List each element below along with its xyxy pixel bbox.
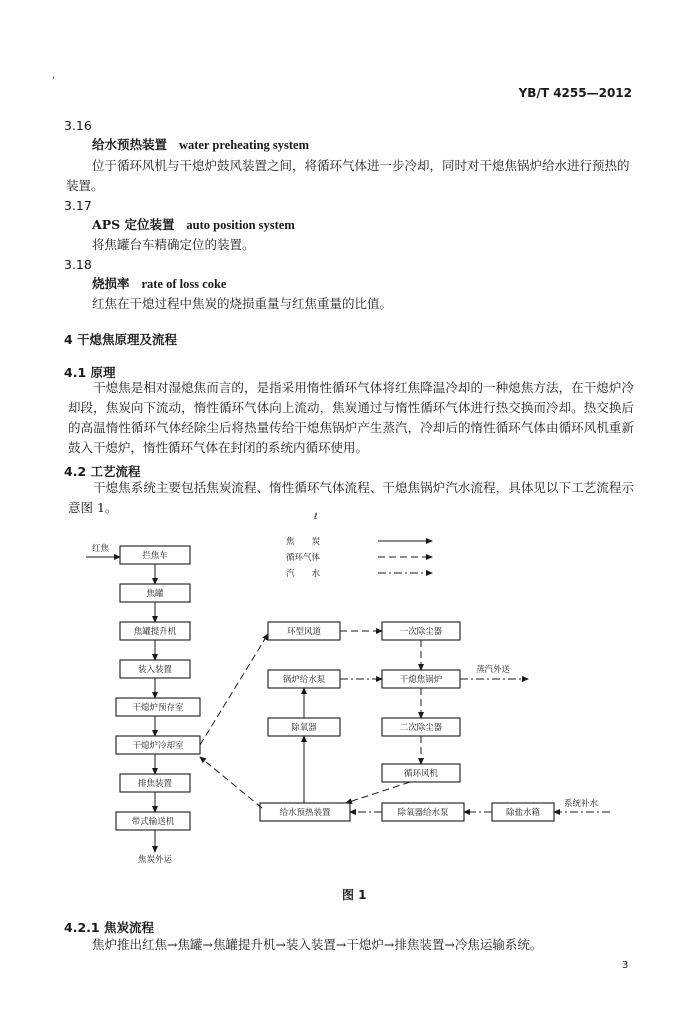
svg-text:干熄炉预存室: 干熄炉预存室 <box>132 703 184 713</box>
term-zh: 烧损率 <box>92 276 130 291</box>
standard-code: YB/T 4255—2012 <box>518 86 632 100</box>
svg-text:环型风道: 环型风道 <box>286 627 322 637</box>
svg-text:焦罐: 焦罐 <box>146 589 164 599</box>
secondary-dust-collector-box <box>382 718 460 736</box>
water-preheater-box <box>260 803 350 821</box>
makeup-water-label: 系统补水 <box>564 799 599 809</box>
subsection-heading: 4.1 原理 <box>64 365 116 380</box>
svg-text:给水预热装置: 给水预热装置 <box>279 808 331 818</box>
svg-text:除氧器给水泵: 除氧器给水泵 <box>397 808 449 818</box>
demin-water-tank-box <box>492 803 554 821</box>
term-definition-line: 将焦罐台车精确定位的装置。 <box>92 237 255 252</box>
term-zh: 给水预热装置 <box>92 137 168 152</box>
gas-flow-line <box>346 782 410 803</box>
svg-text:带式输送机: 带式输送机 <box>131 817 175 827</box>
svg-text:二次除尘器: 二次除尘器 <box>399 723 443 733</box>
belt-conveyor-box <box>116 812 190 830</box>
stray-mark: ℓ <box>314 512 318 522</box>
svg-text:锅炉给水泵: 锅炉给水泵 <box>282 675 326 685</box>
charging-device-box <box>120 660 190 678</box>
term-definition-line: 位于循环风机与干熄炉鼓风装置之间，将循环气体进一步冷却，同时对干熄焦锅炉给水进行预热的 <box>92 158 630 173</box>
svg-text:装入装置: 装入装置 <box>137 665 173 675</box>
primary-dust-collector-box <box>382 622 460 640</box>
term-number: 3.16 <box>64 118 92 133</box>
term-definition-line: 红焦在干熄过程中焦炭的烧损重量与红焦重量的比值。 <box>92 296 393 311</box>
term-number: 3.18 <box>64 257 92 272</box>
cdq-boiler-box <box>382 670 460 688</box>
term-zh: APS 定位装置 <box>92 217 175 232</box>
subsection-heading: 4.2.1 焦炭流程 <box>64 920 154 935</box>
svg-text:排焦装置: 排焦装置 <box>137 779 173 789</box>
svg-text:除盐水箱: 除盐水箱 <box>505 808 541 818</box>
bucket-hoist-box <box>120 622 190 640</box>
figure-caption: 图 1 <box>342 888 367 902</box>
legend-label: 焦 炭 <box>286 537 321 547</box>
term-en: auto position system <box>186 218 295 232</box>
input-label: 红焦 <box>92 544 110 554</box>
prechamber-box <box>116 698 200 716</box>
term-en: water preheating system <box>178 138 310 152</box>
discharge-device-box <box>120 774 190 792</box>
term-en: rate of loss coke <box>141 277 227 291</box>
cooling-chamber-box <box>116 736 200 754</box>
subsection-heading: 4.2 工艺流程 <box>64 464 141 479</box>
process-paragraph: 干熄焦系统主要包括焦炭流程、惰性循环气体流程、干熄焦锅炉汽水流程，具体见以下工艺流程示意图 1。 <box>68 480 634 515</box>
gas-flow-line <box>200 757 262 808</box>
coke-bucket-box <box>120 584 190 602</box>
page-number: 3 <box>622 960 629 971</box>
legend-label: 汽 水 <box>286 569 321 579</box>
deaerator-box <box>268 718 340 736</box>
deaerator-feed-pump-box <box>382 803 464 821</box>
section-heading: 4 干熄焦原理及流程 <box>64 332 178 347</box>
stray-mark: ‘ <box>52 76 55 86</box>
svg-text:干熄炉冷却室: 干熄炉冷却室 <box>132 741 184 751</box>
coke-car-box <box>120 546 190 564</box>
steam-out-label: 蒸汽外送 <box>476 665 511 675</box>
svg-text:除氧器: 除氧器 <box>291 723 317 733</box>
boiler-feed-pump-box <box>268 670 340 688</box>
coke-flow-text: 焦炉推出红焦→焦罐→焦罐提升机→装入装置→干熄炉→排焦装置→冷焦运输系统。 <box>92 937 543 952</box>
svg-text:拦焦车: 拦焦车 <box>142 551 168 561</box>
legend-label: 循环气体 <box>286 553 321 563</box>
term-number: 3.17 <box>64 198 92 213</box>
term-definition-line: 装置。 <box>66 178 104 193</box>
svg-text:一次除尘器: 一次除尘器 <box>399 627 443 637</box>
svg-text:干熄焦锅炉: 干熄焦锅炉 <box>399 675 443 685</box>
gas-flow-line <box>200 634 268 745</box>
output-label: 焦炭外运 <box>137 855 173 865</box>
svg-text:循环风机: 循环风机 <box>403 769 439 779</box>
annular-duct-box <box>268 622 340 640</box>
circulating-fan-box <box>382 764 460 782</box>
principle-paragraph: 干熄焦是相对湿熄焦而言的，是指采用惰性循环气体将红焦降温冷却的一种熄焦方法，在干熄炉冷却段，焦炭向下流动，惰性循环气体向上流动，焦炭通过与惰性循环气体进行热交换而冷却。热交换后的高温惰性循环气体经除尘后将热量传给干熄焦锅炉产生蒸汽，冷却后的惰性循环气体由循环风机重新鼓入干熄炉，惰性循环气体在封闭的系统内循环使用。 <box>68 380 634 455</box>
svg-text:焦罐提升机: 焦罐提升机 <box>133 627 177 637</box>
